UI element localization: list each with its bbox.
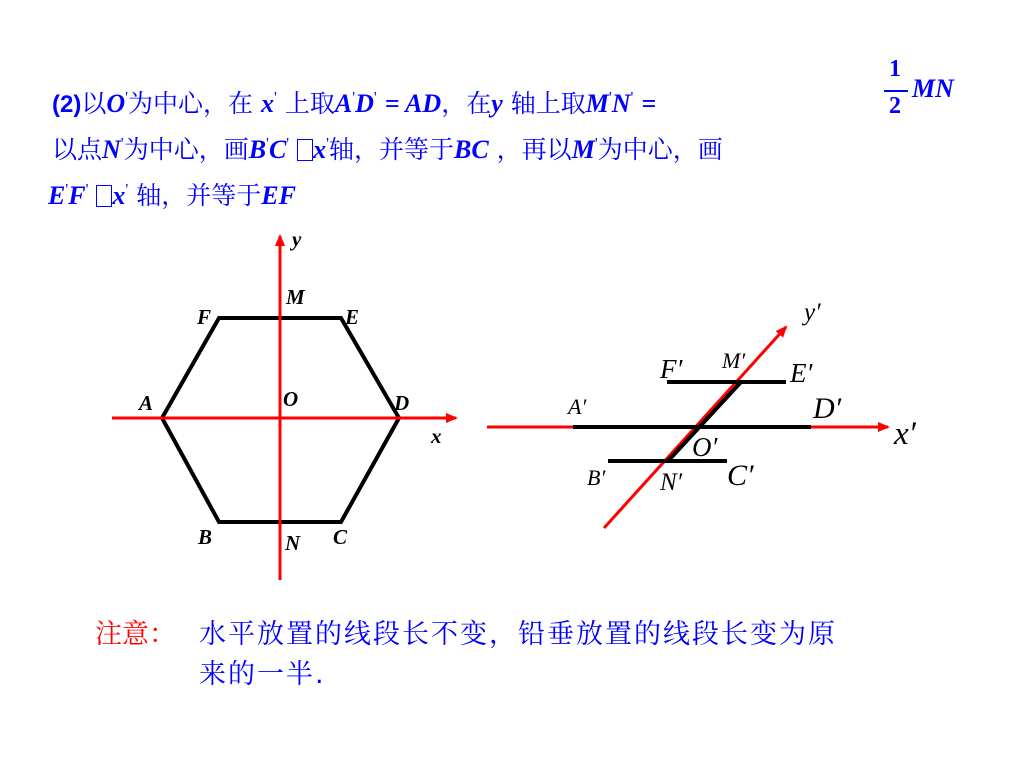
label-A-prime: A′	[568, 394, 587, 419]
point-A-prime: A	[334, 89, 353, 118]
point-D-prime: D	[355, 89, 374, 118]
label-D-prime: D′	[813, 392, 842, 425]
label-A: A	[139, 391, 154, 415]
equation-AD: = AD	[384, 89, 442, 118]
label-x-prime: x′	[894, 416, 916, 452]
prime-mark: '	[120, 135, 124, 153]
label-y-prime: y′	[804, 299, 821, 326]
label-x: x	[431, 424, 442, 448]
point-N-prime: N	[611, 89, 631, 118]
prime-mark: '	[286, 135, 290, 153]
point-C-prime: C	[268, 135, 287, 164]
label-C: C	[333, 525, 348, 549]
segment-MN: MN	[912, 74, 954, 103]
label-y: y	[292, 227, 302, 251]
note-line-1: 水平放置的线段长不变，铅垂放置的线段长变为原	[199, 619, 837, 650]
fraction-numerator: 1	[889, 56, 901, 82]
text-seg: 以点	[52, 135, 103, 164]
prime-mark: '	[125, 89, 129, 107]
point-O-prime: O	[106, 89, 126, 118]
fraction-denominator: 2	[889, 93, 901, 119]
text-seg: ，在	[441, 89, 492, 118]
prime-mark: '	[125, 181, 129, 199]
label-M-prime: M′	[722, 348, 746, 373]
label-N: N	[285, 531, 301, 555]
prime-mark: '	[266, 135, 269, 153]
label-E-prime: E′	[790, 358, 813, 388]
segment-EF: EF	[261, 181, 296, 210]
prime-mark: '	[373, 89, 377, 107]
label-B: B	[198, 525, 213, 549]
text-seg: 轴，并等于	[136, 181, 262, 210]
equals-sign: =	[641, 89, 657, 118]
prime-mark: '	[630, 89, 634, 107]
segment-F-prime-B-prime	[608, 382, 667, 461]
label-D: D	[394, 391, 410, 415]
point-N-prime: N	[102, 135, 121, 164]
right-figure	[487, 299, 917, 528]
point-F-prime: F	[68, 181, 86, 210]
prime-mark: '	[352, 89, 356, 107]
label-O: O	[283, 387, 299, 411]
note-label: 注意：	[95, 619, 176, 650]
label-N-prime: N′	[660, 469, 683, 496]
label-F: F	[197, 305, 212, 329]
point-M-prime: M	[571, 135, 595, 164]
label-B-prime: B′	[587, 465, 606, 490]
label-M: M	[286, 285, 305, 309]
var-x: x	[112, 181, 126, 210]
text-seg: ，再以	[496, 135, 572, 164]
segment-BC: BC	[454, 135, 489, 164]
point-B-prime: B	[248, 135, 267, 164]
point-M-prime: M	[585, 89, 609, 118]
label-C-prime: C′	[727, 459, 754, 492]
text-seg: 为中心，画	[123, 135, 249, 164]
text-seg: 上取	[284, 89, 335, 118]
note-line-2: 来的一半.	[199, 659, 326, 690]
text-seg: 轴，并等于	[329, 135, 455, 164]
prime-mark: '	[594, 135, 598, 153]
prime-mark: '	[608, 89, 612, 107]
var-x: x	[313, 135, 327, 164]
prime-mark: '	[326, 135, 330, 153]
label-F-prime: F′	[660, 354, 683, 384]
text-seg: 为中心，在	[128, 89, 254, 118]
label-E: E	[345, 305, 360, 329]
point-E-prime: E	[48, 181, 66, 210]
label-O-prime: O′	[692, 432, 718, 462]
prime-mark: '	[274, 89, 277, 107]
text-seg: 以	[81, 89, 107, 118]
var-x: x	[261, 89, 274, 118]
text-seg: 为中心，画	[597, 135, 723, 164]
prime-mark: '	[85, 181, 89, 199]
text-seg: 轴上取	[510, 89, 586, 118]
part-number: (2)	[52, 91, 82, 118]
var-y: y	[491, 89, 503, 118]
prime-mark: '	[65, 181, 69, 199]
left-figure	[112, 227, 456, 580]
